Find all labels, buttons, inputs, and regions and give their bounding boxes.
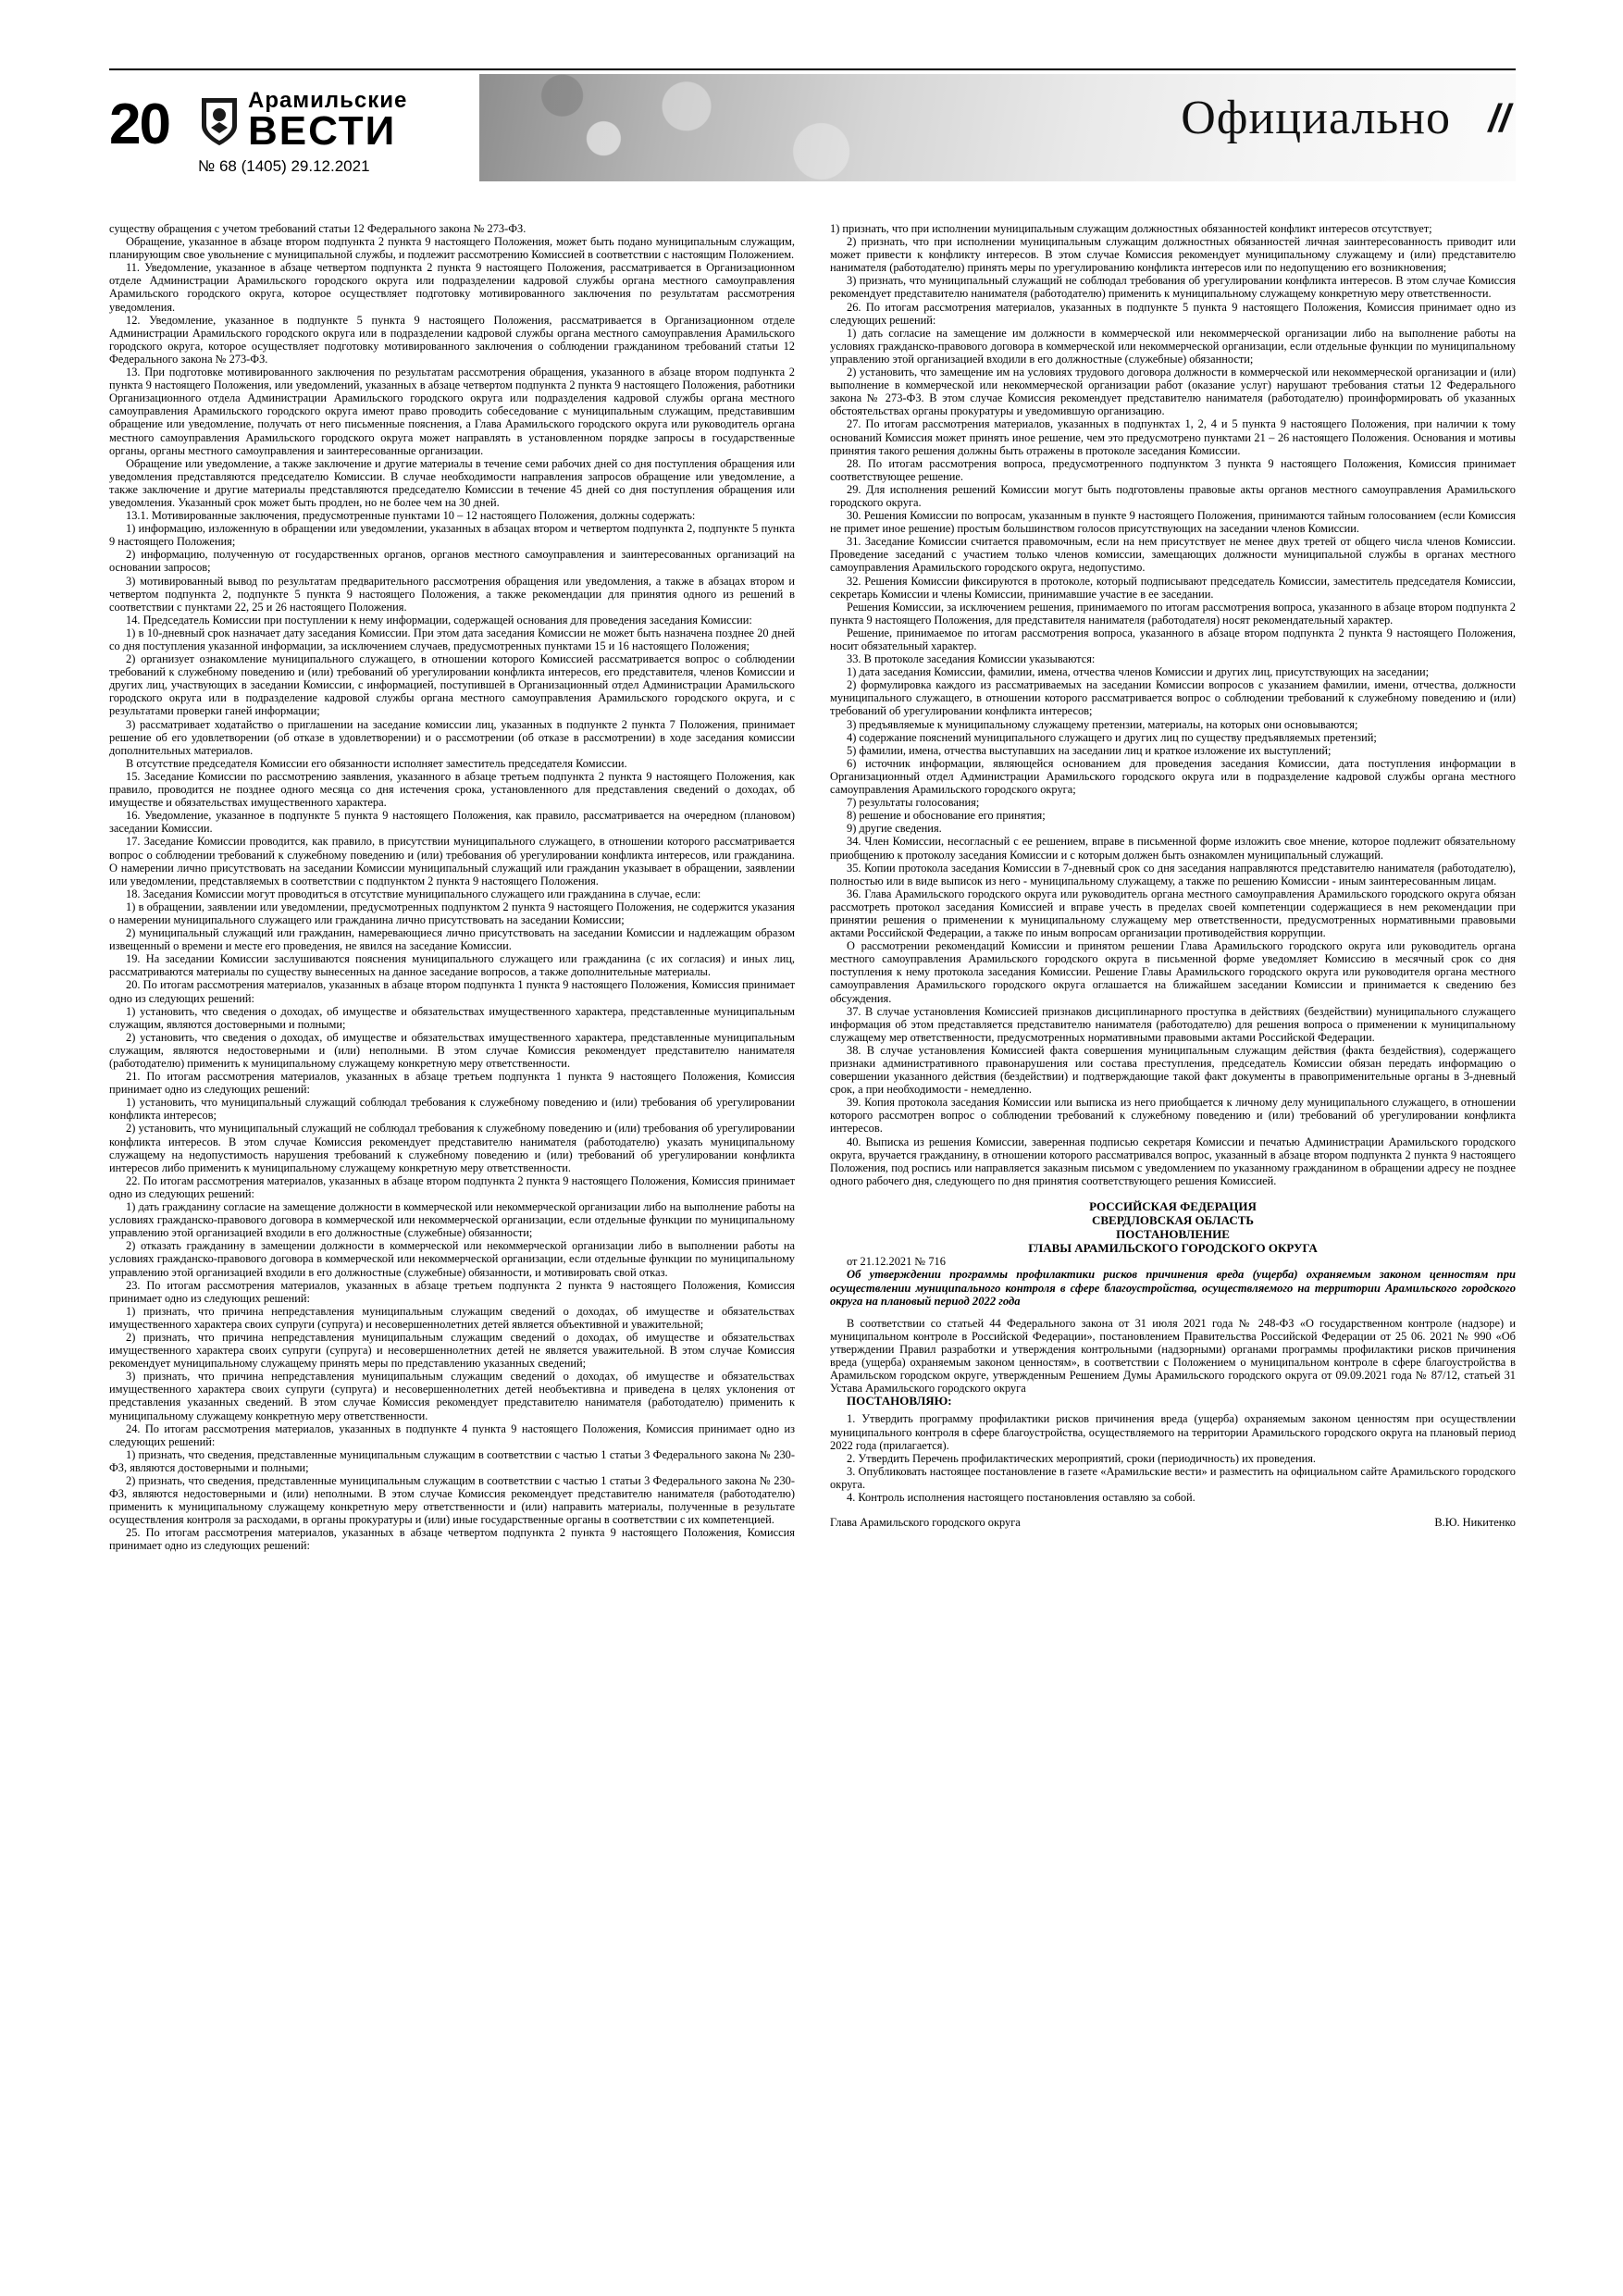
paragraph: 31. Заседание Комиссии считается правомочным, если на нем присутствует не менее двух третей от общего числа членов Комиссии. Проведение заседаний с участием только членов комиссии, замещающих должности муниципальной службы в органах местного самоуправления Арамильского городского округа, недопустимо. — [830, 535, 1516, 575]
paragraph: 3) предъявляемые к муниципальному служащему претензии, материалы, на которых они основываются; — [847, 717, 1358, 731]
paragraph: 1) установить, что сведения о доходах, об имуществе и обязательствах имущественного характера, представленные муниципальным служащим, являются достоверными и полными; — [109, 1004, 795, 1031]
paragraph: 2) установить, что замещение им на условиях трудового договора должности в коммерческой или некоммерческой организации и (или) выполнение в коммерческой или некоммерческой организации работ (оказание услуг) нарушают требования статьи 12 Федерального закона № 273-ФЗ. В этом случае Комиссия рекомендует представителю нанимателя (работодателю) проинформировать об указанных обстоятельствах органы прокуратуры и уведомившую организацию. — [830, 366, 1516, 418]
paragraph: 3) мотивированный вывод по результатам предварительного рассмотрения обращения или уведомления, а также в абзацах втором и четвертом подпункта 2, подпункте 5 пункта 9 настоящего Положения, а также рекомендации для принятия одного из решений в соответствии с пунктами 22, 25 и 26 настоящего Положения. — [109, 574, 795, 614]
paragraph: 1) информацию, изложенную в обращении или уведомлении, указанных в абзацах втором и четвертом подпункта 2, подпункте 5 пункта 9 настоящего Положения; — [109, 522, 795, 549]
paragraph: 1) дать согласие на замещение им должности в коммерческой или некоммерческой организации либо на выполнение работы на условиях гражданско-правового договора в коммерческой или некоммерческой организации, если отдельные функции по муниципальному управлению этой организацией входили в его должностные (служебные) обязанности; — [830, 326, 1516, 366]
decree-header — [830, 1199, 1516, 1255]
paragraph: 3) признать, что причина непредставления муниципальным служащим сведений о доходах, об имуществе и обязательствах имущественного характера своих супруги (супруга) и несовершеннолетних детей необъективна и приведена в целях уклонения от представления указанных сведений. В этом случае Комиссия рекомендует представителю нанимателя (работодателю) применить к муниципальному служащему конкретную меру ответственности. — [109, 1370, 795, 1422]
decree-item: 4. Контроль исполнения настоящего постановления оставляю за собой. — [847, 1491, 1196, 1505]
newspaper-title-line1: Арамильские — [248, 88, 408, 113]
paragraph: 6) источник информации, являющейся основанием для проведения заседания Комиссии, дата поступления информации в Организационный отдел Администрации Арамильского городского округа или в подразделение кадровой службы органа местного самоуправления Арамильского городского округа; — [830, 756, 1516, 797]
paragraph: Обращение или уведомление, а также заключение и другие материалы в течение семи рабочих дней со дня поступления обращения или уведомления представляются председателю Комиссии. В случае необходимости направления запросов обращение или уведомление, а также заключение и другие материалы представляются председателю Комиссии в течение 45 дней со дня поступления обращения или уведомления. Указанный срок может быть продлен, но не более чем на 30 дней. — [109, 456, 795, 509]
paragraph: 1) в обращении, заявлении или уведомлении, предусмотренных подпунктом 2 пункта 9 настоящего Положения, не содержится указания о намерении муниципального служащего или гражданина лично присутствовать на заседании Комиссии; — [109, 900, 795, 926]
masthead — [109, 89, 1516, 191]
newspaper-title — [248, 89, 470, 152]
paragraph: 2) муниципальный служащий или гражданин, намеревающиеся лично присутствовать на заседании Комиссии и надлежащим образом извещенный о времени и месте его проведения, не явился на заседание Комиссии. — [109, 926, 795, 953]
paragraph: 22. По итогам рассмотрения материалов, указанных в абзаце втором подпункта 2 пункта 9 настоящего Положения, Комиссия принимает одно из следующих решений: — [109, 1173, 795, 1200]
masthead-top-rule — [109, 68, 1516, 70]
coat-of-arms-icon — [198, 94, 241, 148]
paragraph: 2) организует ознакомление муниципального служащего, в отношении которого Комиссией рассматривается вопрос о соблюдении требований к служебному поведению и (или) требований об урегулировании конфликта интересов, его представителя, членов Комиссии и других лиц, участвующих в заседании Комиссии, с информацией, поступившей в Организационный отдел Администрации Арамильского городского округа или в подразделение кадровой службы органа местного самоуправления Арамильского городского округа, и с результатами проверки ганей информации; — [109, 652, 795, 718]
paragraph: 25. По итогам рассмотрения материалов, указанных в абзаце четвертом подпункта 2 пункта 9 настоящего Положения, Комиссия принимает одно из следующих решений: — [109, 1526, 795, 1553]
paragraph: 7) результаты голосования; — [847, 796, 980, 810]
paragraph: 40. Выписка из решения Комиссии, заверенная подписью секретаря Комиссии и печатью Администрации Арамильского городского округа, вручается гражданину, в отношении которого рассматривался вопрос, указанный в абзаце втором подпункта 2 пункта 9 настоящего Положения, под роспись или направляется заказным письмом с уведомлением по указанному гражданином в обращении адресу не позднее одного рабочего дня, следующего по дня принятия соответствующего решения Комиссией. — [830, 1135, 1516, 1187]
paragraph: 1) установить, что муниципальный служащий соблюдал требования к служебному поведению и (или) требования об урегулировании конфликта интересов; — [109, 1096, 795, 1123]
paragraph: 17. Заседание Комиссии проводится, как правило, в присутствии муниципального служащего, в отношении которого рассматривается вопрос о соблюдении требований к служебному поведению и (или) требования об урегулировании конфликта интересов, или гражданина. О намерении лично присутствовать на заседании Комиссии муниципальный служащий или гражданин указывает в обращении, заявлении или уведомлении, представляемых в соответствии с подпунктом 2 пункта 9 настоящего Положения. — [109, 835, 795, 887]
paragraph: 39. Копия протокола заседания Комиссии или выписка из него приобщается к личному делу муниципального служащего, в отношении которого рассмотрен вопрос о соблюдении требований к служебному поведению и (или) требований об урегулировании конфликта интересов. — [830, 1096, 1516, 1136]
decree-title: Об утверждении программы профилактики рисков причинения вреда (ущерба) охраняемым законом ценностям при осуществлении муниципального контроля в сфере благоустройства, осуществляемого на территории Арамильского городского округа на плановый период 2022 года — [830, 1268, 1516, 1309]
paragraph: 34. Член Комиссии, несогласный с ее решением, вправе в письменной форме изложить свое мнение, которое подлежит обязательному приобщению к протоколу заседания Комиссии и с которым должен быть ознакомлен муниципальный служащий. — [830, 835, 1516, 862]
paragraph: 2) информацию, полученную от государственных органов, органов местного самоуправления и заинтересованных организаций на основании запросов; — [109, 548, 795, 575]
paragraph: 1) признать, что при исполнении муниципальным служащим должностных обязанностей конфликт интересов отсутствует; — [830, 222, 1432, 235]
paragraph: существу обращения с учетом требований статьи 12 Федерального закона № 273-ФЗ. — [109, 222, 527, 235]
decree-header-line1: РОССИЙСКАЯ ФЕДЕРАЦИЯ — [1089, 1198, 1257, 1213]
paragraph: 3) признать, что муниципальный служащий не соблюдал требования об урегулировании конфликта интересов. В этом случае Комиссия рекомендует представителю нанимателя (работодателю) применить к муниципальному служащему конкретную меру ответственности. — [830, 274, 1516, 301]
paragraph: 2) установить, что муниципальный служащий не соблюдал требования к служебному поведению и (или) требования об урегулировании конфликта интересов. В этом случае Комиссия рекомендует представителю нанимателя (работодателю) указать муниципальному служащему на недопустимость нарушения требований к служебному поведению и (или) требований об урегулировании конфликта интересов либо применить к муниципальному служащему конкретную меру ответственности. — [109, 1122, 795, 1174]
slash-decoration-icon: // — [1488, 96, 1510, 140]
paragraph: 18. Заседания Комиссии могут проводиться в отсутствие муниципального служащего или гражданина в случае, если: — [126, 887, 701, 900]
paragraph: 21. По итогам рассмотрения материалов, указанных в абзаце третьем подпункта 1 пункта 9 настоящего Положения, Комиссия принимает одно из следующих решений: — [109, 1070, 795, 1097]
paragraph: 33. В протоколе заседания Комиссии указываются: — [847, 652, 1096, 666]
newspaper-title-line2: ВЕСТИ — [248, 108, 397, 154]
masthead-photo — [479, 74, 1516, 181]
paragraph: 1) признать, что причина непредставления муниципальным служащим сведений о доходах, об имуществе и обязательствах имущественного характера своих супруги (супруга) и несовершеннолетних детей является объективной и уважительной; — [109, 1304, 795, 1331]
decree-item: 1. Утвердить программу профилактики рисков причинения вреда (ущерба) охраняемым законом ценностям при осуществлении муниципального контроля в сфере благоустройства, осуществляемого на территории Арамильского городского округа на плановый период 2022 года (прилагается). — [830, 1412, 1516, 1452]
decree-item: 2. Утвердить Перечень профилактических мероприятий, сроки (периодичность) их проведения. — [847, 1451, 1317, 1465]
paragraph: 5) фамилии, имена, отчества выступавших на заседании лиц и краткое изложение их выступлений; — [847, 743, 1332, 757]
signature-title: Глава Арамильского городского округа — [830, 1516, 1021, 1530]
decree-preamble: В соответствии со статьей 44 Федерального закона от 31 июля 2021 года № 248-ФЗ «О государственном контроле (надзоре) и муниципальном контроле в Российской Федерации», постановлением Правительства Российской Федерации от 25 06. 2021 № 990 «Об утверждении Правил разработки и утверждения контрольными (надзорными) органами программы профилактики рисков причинения вреда (ущерба) охраняемым законом ценностям», в соответствии с Положением о муниципальном контроле в сфере благоустройства в Арамильском городском округе, утвержденным Решением Думы Арамильского городского округа от 09.09.2021 года № 87/12, статьей 31 Устава Арамильского городского округа — [830, 1316, 1516, 1396]
paragraph: 12. Уведомление, указанное в подпункте 5 пункта 9 настоящего Положения, рассматривается в Организационном отделе Администрации Арамильского городского округа или в подразделении кадровой службы органа местного самоуправления Арамильского городского округа, которое осуществляет подготовку мотивированного заключения о соблюдении гражданином требований статьи 12 Федерального закона № 273-ФЗ. — [109, 313, 795, 366]
paragraph: 36. Глава Арамильского городского округа или руководитель органа местного самоуправления Арамильского городского округа обязан рассмотреть протокол заседания Комиссией и вправе учесть в пределах своей компетенции содержащиеся в нем рекомендации при принятии решения о применении к муниципальному служащему мер ответственности, предусмотренных нормативными правовыми актами Российской Федерации, а также по иным вопросам организации противодействия коррупции. — [830, 887, 1516, 940]
paragraph: 28. По итогам рассмотрения вопроса, предусмотренного подпунктом 3 пункта 9 настоящего Положения, Комиссия принимает соответствующее решение. — [830, 456, 1516, 483]
paragraph: 1) в 10-дневный срок назначает дату заседания Комиссии. При этом дата заседания Комиссии не может быть назначена позднее 20 дней со дня поступления указанной информации, за исключением случаев, предусмотренных пунктами 15 и 16 настоящего Положения; — [109, 626, 795, 652]
left-column — [109, 222, 795, 1553]
paragraph: 29. Для исполнения решений Комиссии могут быть подготовлены правовые акты органов местного самоуправления Арамильского городского округа. — [830, 482, 1516, 509]
right-column — [830, 222, 1516, 1553]
body-columns — [109, 222, 1516, 1553]
paragraph: Обращение, указанное в абзаце втором подпункта 2 пункта 9 настоящего Положения, может быть подано муниципальным служащим, планирующим свое увольнение с муниципальной службы, и подлежит рассмотрению Комиссией в соответствии с настоящим Положением. — [109, 235, 795, 262]
paragraph: 4) содержание пояснений муниципального служащего и других лиц по существу предъявляемых претензий; — [847, 730, 1377, 744]
paragraph: Решение, принимаемое по итогам рассмотрения вопроса, указанного в абзаце втором подпункта 2 пункта 9 настоящего Положения, носит обязательный характер. — [830, 626, 1516, 652]
paragraph: 16. Уведомление, указанное в подпункте 5 пункта 9 настоящего Положения, как правило, рассматривается на очередном (плановом) заседании Комиссии. — [109, 809, 795, 836]
paragraph: 26. По итогам рассмотрения материалов, указанных в подпункте 5 пункта 9 настоящего Положения, Комиссия принимает одно из следующих решений: — [830, 300, 1516, 327]
paragraph: 2) установить, что сведения о доходах, об имуществе и обязательствах имущественного характера, представленные муниципальным служащим, являются недостоверными и (или) неполными. В этом случае Комиссия рекомендует представителю нанимателя (работодателю) применить к муниципальному служащему конкретную меру ответственности. — [109, 1030, 795, 1070]
paragraph: 20. По итогам рассмотрения материалов, указанных в абзаце втором подпункта 1 пункта 9 настоящего Положения, Комиссия принимает одно из следующих решений: — [109, 978, 795, 1005]
paragraph: 38. В случае установления Комиссией факта совершения муниципальным служащим действия (факта бездействия), содержащего признаки административного правонарушения или состава преступления, председатель Комиссии обязан передать информацию о совершении указанного действия (бездействии) и подтверждающие такой факт документы в правоприменительные органы в 3-дневный срок, а при необходимости - немедленно. — [830, 1043, 1516, 1097]
decree-item: 3. Опубликовать настоящее постановление в газете «Арамильские вести» и разместить на официальном сайте Арамильского городского округа. — [830, 1464, 1516, 1491]
paragraph: 2) отказать гражданину в замещении должности в коммерческой или некоммерческой организации либо в выполнении работы на условиях гражданско-правового договора в коммерческой или некоммерческой организации, если отдельные функции по муниципальному управлению этой организацией входили в его должностные (служебные) обязанности, и мотивировать свой отказ. — [109, 1239, 795, 1279]
signature-block — [830, 1516, 1516, 1529]
paragraph: 1) признать, что сведения, представленные муниципальным служащим в соответствии с частью 1 статьи 3 Федерального закона № 230-ФЗ, являются достоверными и полными; — [109, 1447, 795, 1474]
paragraph: 27. По итогам рассмотрения материалов, указанных в подпунктах 1, 2, 4 и 5 пункта 9 настоящего Положения, при наличии к тому оснований Комиссия может принять иное решение, чем это предусмотрено пунктами 21 – 26 настоящего Положения. Основания и мотивы принятия такого решения должны быть отражены в протоколе заседания Комиссии. — [830, 417, 1516, 457]
paragraph: 2) признать, что при исполнении муниципальным служащим должностных обязанностей личная заинтересованность приводит или может привести к конфликту интересов. В этом случае Комиссия рекомендует муниципальному служащему и (или) представителю нанимателя (работодателю) принять меры по урегулированию конфликта интересов или по недопущению его возникновения; — [830, 235, 1516, 275]
decree-header-line2: СВЕРДЛОВСКАЯ ОБЛАСТЬ — [1092, 1212, 1254, 1227]
paragraph: 37. В случае установления Комиссией признаков дисциплинарного проступка в действиях (бездействии) муниципального служащего информация об этом представляется представителю нанимателя (работодателю) для решения вопроса о применении к муниципальному служащему мер ответственности, предусмотренных нормативными правовыми актами Российской Федерации. — [830, 1004, 1516, 1044]
paragraph: 35. Копии протокола заседания Комиссии в 7-дневный срок со дня заседания направляются представителю нанимателя (работодателю), полностью или в виде выписок из него - муниципальному служащему, а также по решению Комиссии - иным заинтересованным лицам. — [830, 861, 1516, 887]
paragraph: 1) дата заседания Комиссии, фамилии, имена, отчества членов Комиссии и других лиц, присутствующих на заседании; — [847, 665, 1430, 679]
paragraph: 1) дать гражданину согласие на замещение должности в коммерческой или некоммерческой организации либо на выполнение работы на условиях гражданско-правового договора в коммерческой или некоммерческой организации, если отдельные функции по муниципальному управлению этой организацией входили в его должностные (служебные) обязанности; — [109, 1200, 795, 1240]
paragraph: В отсутствие председателя Комиссии его обязанности исполняет заместитель председателя Комиссии. — [126, 756, 627, 770]
paragraph: 24. По итогам рассмотрения материалов, указанных в подпункте 4 пункта 9 настоящего Положения, Комиссия принимает одно из следующих решений: — [109, 1421, 795, 1448]
paragraph: Решения Комиссии, за исключением решения, принимаемого по итогам рассмотрения вопроса, указанного в абзаце втором подпункта 2 пункта 9 настоящего Положения, для представителя нанимателя (работодателя) носят рекомендательный характер. — [830, 600, 1516, 627]
signature-name: В.Ю. Никитенко — [1434, 1516, 1516, 1530]
paragraph: 2) признать, что сведения, представленные муниципальным служащим в соответствии с частью 1 статьи 3 Федерального закона № 230-ФЗ, являются недостоверными и (или) неполными. В этом случае Комиссия рекомендует представителю нанимателя (работодателю) применить к муниципальному служащему конкретную меру ответственности и (или) направить материалы, полученные в результате осуществления контроля за расходами, в органы прокуратуры и (или) иные государственные органы в соответствии с их компетенцией. — [109, 1474, 795, 1527]
paragraph: 14. Председатель Комиссии при поступлении к нему информации, содержащей основания для проведения заседания Комиссии: — [126, 613, 752, 627]
paragraph: О рассмотрении рекомендаций Комиссии и принятом решении Глава Арамильского городского округа или руководитель органа местного самоуправления Арамильского городского округа в письменной форме уведомляет Комиссию в месячный срок со дня поступления к нему протокола заседания Комиссии. Решение Главы Арамильского городского округа или руководителя органа местного самоуправления Арамильского городского округа оглашается на ближайшем заседании Комиссии и принимается к сведению без обсуждения. — [830, 939, 1516, 1005]
paragraph: 2) формулировка каждого из рассматриваемых на заседании Комиссии вопросов с указанием фамилии, имени, отчества, должности муниципального служащего, в отношении которого рассматривается вопрос о соблюдении требований к служебному поведению и (или) требований об урегулировании конфликта интересов; — [830, 678, 1516, 718]
paragraph: 32. Решения Комиссии фиксируются в протоколе, который подписывают председатель Комиссии, заместитель председателя Комиссии, секретарь Комиссии и члены Комиссии, принимавшие участие в ее заседании. — [830, 574, 1516, 601]
decree-header-line4: ГЛАВЫ АРАМИЛЬСКОГО ГОРОДСКОГО ОКРУГА — [1028, 1240, 1318, 1255]
section-label: Официально — [1181, 92, 1451, 144]
decree-date: от 21.12.2021 № 716 — [847, 1254, 946, 1268]
paragraph: 13.1. Мотивированные заключения, предусмотренные пунктами 10 – 12 настоящего Положения, должны содержать: — [126, 509, 696, 523]
page-number: 20 — [109, 93, 169, 156]
paragraph: 30. Решения Комиссии по вопросам, указанным в пункте 9 настоящего Положения, принимаются тайным голосованием (если Комиссия не примет иное решение) простым большинством голосов присутствующих на заседании членов Комиссии. — [830, 509, 1516, 536]
paragraph: 11. Уведомление, указанное в абзаце четвертом подпункта 2 пункта 9 настоящего Положения, рассматривается в Организационном отделе Администрации Арамильского городского округа или подразделении кадровой службы органа местного самоуправления Арамильского городского округа, которое осуществляет подготовку мотивированного заключения по результатам рассмотрения уведомления. — [109, 261, 795, 314]
paragraph: 2) признать, что причина непредставления муниципальным служащим сведений о доходах, об имуществе и обязательствах имущественного характера своих супруги (супруга) и несовершеннолетних детей не является уважительной. В этом случае Комиссия рекомендует муниципальному служащему принять меры по представлению указанных сведений; — [109, 1330, 795, 1371]
paragraph: 3) рассматривает ходатайство о приглашении на заседание комиссии лиц, указанных в подпункте 2 пункта 7 Положения, принимает решение об его удовлетворении (об отказе в удовлетворении) и о рассмотрении (об отказе в рассмотрении) в ходе заседания комиссии дополнительных материалов. — [109, 717, 795, 757]
issue-info: № 68 (1405) 29.12.2021 — [198, 157, 370, 175]
decree-header-line3: ПОСТАНОВЛЕНИЕ — [1116, 1226, 1230, 1241]
paragraph: 23. По итогам рассмотрения материалов, указанных в абзаце третьем подпункта 2 пункта 9 настоящего Положения, Комиссия принимает одно из следующих решений: — [109, 1278, 795, 1305]
paragraph: 19. На заседании Комиссии заслушиваются пояснения муниципального служащего или гражданина (с их согласия) и иных лиц, рассматриваются материалы по существу вынесенных на данное заседание вопросов, а также дополнительные материалы. — [109, 952, 795, 979]
paragraph: 15. Заседание Комиссии по рассмотрению заявления, указанного в абзаце третьем подпункта 2 пункта 9 настоящего Положения, как правило, проводится не позднее одного месяца со дня истечения срока, установленного для представления сведений о доходах, об имуществе и обязательствах имущественного характера. — [109, 769, 795, 810]
paragraph: 9) другие сведения. — [847, 822, 942, 836]
paragraph: 8) решение и обоснование его принятия; — [847, 809, 1046, 823]
paragraph: 13. При подготовке мотивированного заключения по результатам рассмотрения обращения, указанного в абзаце втором подпункта 2 пункта 9 настоящего Положения, или уведомлений, указанных в абзаце четвертом подпункта 2 пункта 9 настоящего Положения, работники Организационного отдела Администрации Арамильского городского округа или подразделения кадровой службы органа местного самоуправления Арамильского городского округа имеют право проводить собеседование с муниципальным служащим, представившим обращение или уведомление, получать от него письменные пояснения, а Глава Арамильского городского округа или руководитель органа местного самоуправления Арамильского городского округа может направлять в установленном порядке запросы в государственные органы, органы местного самоуправления и заинтересованные организации. — [109, 366, 795, 457]
resolve-word: ПОСТАНОВЛЯЮ: — [847, 1394, 952, 1409]
